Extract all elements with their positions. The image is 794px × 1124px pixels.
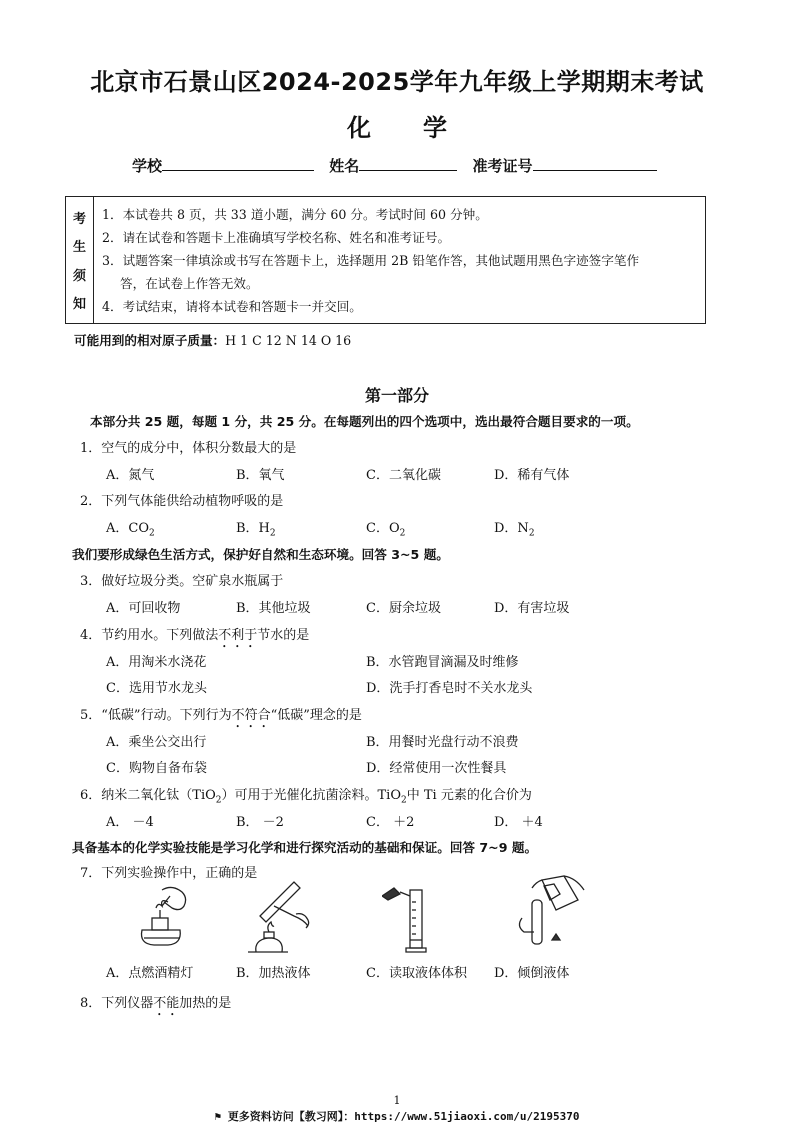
- stem-text: ）可用于光催化抗菌涂料。TiO: [221, 788, 401, 803]
- option[interactable]: [106, 517, 155, 539]
- alcohol-lamp-lighting-figure: [132, 882, 192, 948]
- flag-icon: ⚑: [214, 1110, 228, 1123]
- question-group-intro: 我们要形成绿色生活方式，保护好自然和生态环境。回答 3~5 题。: [72, 547, 449, 562]
- subject-char: 化: [347, 114, 371, 142]
- question-stem: 1．空气的成分中，体积分数最大的是: [80, 441, 297, 456]
- option[interactable]: [494, 517, 535, 539]
- atomic-masses-label: 可能用到的相对原子质量：: [74, 333, 226, 348]
- exam-id-label: 准考证号: [472, 157, 533, 175]
- option-text: C．O: [366, 521, 400, 536]
- emphasis-text: 不能: [153, 996, 180, 1011]
- question-group-intro: 具备基本的化学实验技能是学习化学和进行探究活动的基础和保证。回答 7~9 题。: [72, 840, 538, 855]
- stem-text: 节水的是: [257, 628, 310, 643]
- option[interactable]: C．选用节水龙头: [106, 681, 207, 696]
- option[interactable]: D．洗手打香皂时不关水龙头: [366, 681, 533, 696]
- exam-notice-box: [65, 196, 706, 324]
- subscript: 2: [399, 528, 406, 539]
- notice-list: [102, 203, 699, 318]
- question-stem: [80, 992, 231, 1019]
- option[interactable]: C．厨余垃圾: [366, 601, 441, 616]
- footer-link-text: 更多资料访问【教习网】：https://www.51jiaoxi.com/u/2195370: [227, 1110, 580, 1123]
- option[interactable]: B．加热液体: [236, 966, 311, 981]
- option[interactable]: B．用餐时光盘行动不浪费: [366, 735, 519, 750]
- notice-item: 4．考试结束，请将本试卷和答题卡一并交回。: [102, 299, 362, 314]
- part-intro: 本部分共 25 题，每题 1 分，共 25 分。在每题列出的四个选项中，选出最符合题目要求的一项。: [90, 414, 639, 429]
- school-label: 学校: [132, 157, 163, 175]
- name-blank[interactable]: [359, 156, 457, 171]
- atomic-masses-values: H 1 C 12 N 14 O 16: [225, 333, 352, 348]
- option[interactable]: A．用淘米水浇花: [106, 655, 207, 670]
- atomic-masses: [74, 330, 351, 349]
- question-stem: 2．下列气体能供给动植物呼吸的是: [80, 494, 284, 509]
- notice-item: 3．试题答案一律填涂或书写在答题卡上，选择题用 2B 铅笔作答，其他试题用黑色字迹签字笔作: [102, 253, 640, 268]
- exam-title: 北京市石景山区2024-2025学年九年级上学期期末考试: [90, 68, 704, 96]
- option[interactable]: C．购物自备布袋: [106, 761, 207, 776]
- option[interactable]: A．乘坐公交出行: [106, 735, 207, 750]
- part-title: 第一部分: [364, 386, 429, 405]
- option[interactable]: C．读取液体体积: [366, 966, 467, 981]
- subscript: 2: [149, 528, 155, 539]
- stem-text: 加热的是: [179, 996, 232, 1011]
- emphasis-text: 不利于: [218, 628, 258, 643]
- stem-text: 5．“低碳”行动。下列行为: [80, 708, 232, 723]
- option[interactable]: C．二氧化碳: [366, 468, 441, 483]
- option[interactable]: [236, 517, 276, 539]
- option[interactable]: D．有害垃圾: [494, 601, 570, 616]
- stem-text: 6．纳米二氧化钛（TiO: [80, 788, 216, 803]
- option[interactable]: A． －4: [106, 815, 154, 830]
- subscript: 2: [528, 528, 535, 539]
- option[interactable]: A．可回收物: [106, 601, 181, 616]
- option[interactable]: B．水管跑冒滴漏及时维修: [366, 655, 519, 670]
- option[interactable]: B． －2: [236, 815, 284, 830]
- stem-text: 4．节约用水。下列做法: [80, 628, 219, 643]
- question-stem: [80, 784, 532, 806]
- subject-char: 学: [423, 114, 447, 142]
- notice-head-char: 知: [72, 297, 86, 313]
- option[interactable]: D．倾倒液体: [494, 966, 570, 981]
- option[interactable]: [366, 517, 405, 539]
- notice-item-cont: 答，在试卷上作答无效。: [120, 276, 259, 291]
- option-text: A．CO: [106, 521, 149, 536]
- school-blank[interactable]: [162, 156, 314, 171]
- notice-head-char: 生: [72, 240, 86, 256]
- subscript: 2: [269, 528, 276, 539]
- option[interactable]: D．稀有气体: [494, 468, 570, 483]
- option-text: B．H: [236, 521, 270, 536]
- emphasis-text: 不符合: [231, 708, 271, 723]
- stem-text: 中 Ti 元素的化合价为: [406, 788, 532, 803]
- notice-head-char: 考: [72, 211, 86, 227]
- exam-id-blank[interactable]: [533, 156, 657, 171]
- option[interactable]: B．其他垃圾: [236, 601, 311, 616]
- name-label: 姓名: [329, 157, 360, 175]
- pouring-liquid-figure: [502, 874, 588, 958]
- subscript: 2: [215, 795, 222, 806]
- option[interactable]: A．氮气: [106, 468, 155, 483]
- stem-text: 8．下列仪器: [80, 996, 154, 1011]
- student-info-fields: [132, 155, 667, 176]
- notice-item: 2．请在试卷和答题卡上准确填写学校名称、姓名和准考证号。: [102, 230, 451, 245]
- question-stem: [80, 624, 309, 651]
- option[interactable]: B．氧气: [236, 468, 285, 483]
- option[interactable]: D．经常使用一次性餐具: [366, 761, 507, 776]
- option[interactable]: A．点燃酒精灯: [106, 966, 194, 981]
- question-stem: [80, 704, 362, 731]
- option[interactable]: D． ＋4: [494, 815, 543, 830]
- question-stem: 7．下列实验操作中，正确的是: [80, 866, 258, 881]
- notice-item: 1．本试卷共 8 页，共 33 道小题，满分 60 分。考试时间 60 分钟。: [102, 207, 488, 222]
- stem-text: “低碳”理念的是: [270, 708, 362, 723]
- option-text: D．N: [494, 521, 529, 536]
- question-stem: 3．做好垃圾分类。空矿泉水瓶属于: [80, 574, 284, 589]
- subscript: 2: [401, 795, 407, 806]
- notice-head-char: 须: [72, 268, 86, 284]
- footer-link[interactable]: [0, 1108, 794, 1124]
- notice-heading: [66, 197, 94, 323]
- heating-liquid-figure: [244, 876, 320, 956]
- page-number: 1: [393, 1094, 401, 1107]
- option[interactable]: C． ＋2: [366, 815, 415, 830]
- subject-title: [0, 108, 794, 143]
- reading-cylinder-figure: [382, 880, 442, 954]
